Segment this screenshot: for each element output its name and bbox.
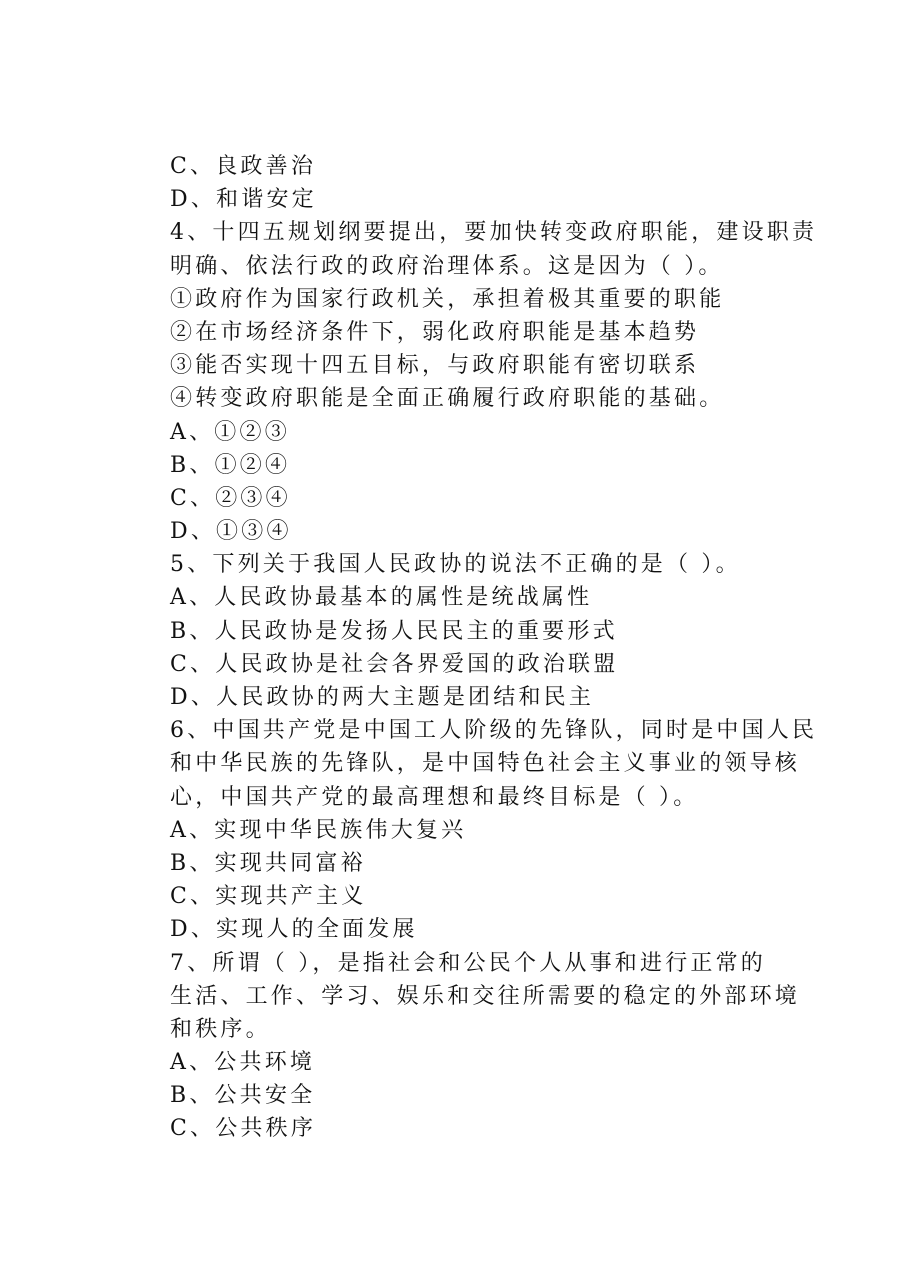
question-7-line-2: 生活、工作、学习、娱乐和交往所需要的稳定的外部环境 [170,983,801,1009]
question-6-line-1: 6、中国共产党是中国工人阶级的先锋队，同时是中国人民 [170,718,818,744]
option-d-q6: D、实现人的全面发展 [170,917,418,943]
question-4-line-2: 明确、依法行政的政府治理体系。这是因为（ ）。 [170,253,724,279]
statement-2-q4: ②在市场经济条件下，弱化政府职能是基本趋势 [170,319,700,345]
option-a-q7: A、公共环境 [170,1050,316,1076]
option-a-q6: A、实现中华民族伟大复兴 [170,817,467,843]
option-b-q7: B、公共安全 [170,1083,316,1109]
option-c-q7: C、公共秩序 [170,1116,317,1142]
option-b-q6: B、实现共同富裕 [170,850,366,876]
option-d-q4: D、①③④ [170,519,292,545]
statement-3-q4: ③能否实现十四五目标，与政府职能有密切联系 [170,353,700,379]
question-6-line-3: 心，中国共产党的最高理想和最终目标是（ ）。 [170,784,699,810]
option-a-q5: A、人民政协最基本的属性是统战属性 [170,585,593,611]
option-b-q5: B、人民政协是发扬人民民主的重要形式 [170,618,618,644]
option-d-q5: D、人民政协的两大主题是团结和民主 [170,685,595,710]
option-a-q4: A、①②③ [170,419,290,445]
option-b-q4: B、①②④ [170,452,291,478]
option-c-q3: C、良政善治 [170,154,317,179]
option-c-q6: C、实现共产主义 [170,884,367,910]
statement-4-q4: ④转变政府职能是全面正确履行政府职能的基础。 [170,386,725,412]
option-d-q3: D、和谐安定 [170,187,317,213]
option-c-q5: C、人民政协是社会各界爱国的政治联盟 [170,651,619,677]
question-7-line-1: 7、所谓（ ），是指社会和公民个人从事和进行正常的 [170,950,766,976]
statement-1-q4: ①政府作为国家行政机关，承担着极其重要的职能 [170,286,725,312]
question-7-line-3: 和秩序。 [170,1016,271,1042]
option-c-q4: C、②③④ [170,485,291,511]
question-6-line-2: 和中华民族的先锋队，是中国特色社会主义事业的领导核 [170,751,801,777]
question-4-line-1: 4、十四五规划纲要提出，要加快转变政府职能，建设职责 [170,220,818,246]
document-body [170,150,818,1146]
question-5: 5、下列关于我国人民政协的说法不正确的是（ ）。 [170,552,741,578]
